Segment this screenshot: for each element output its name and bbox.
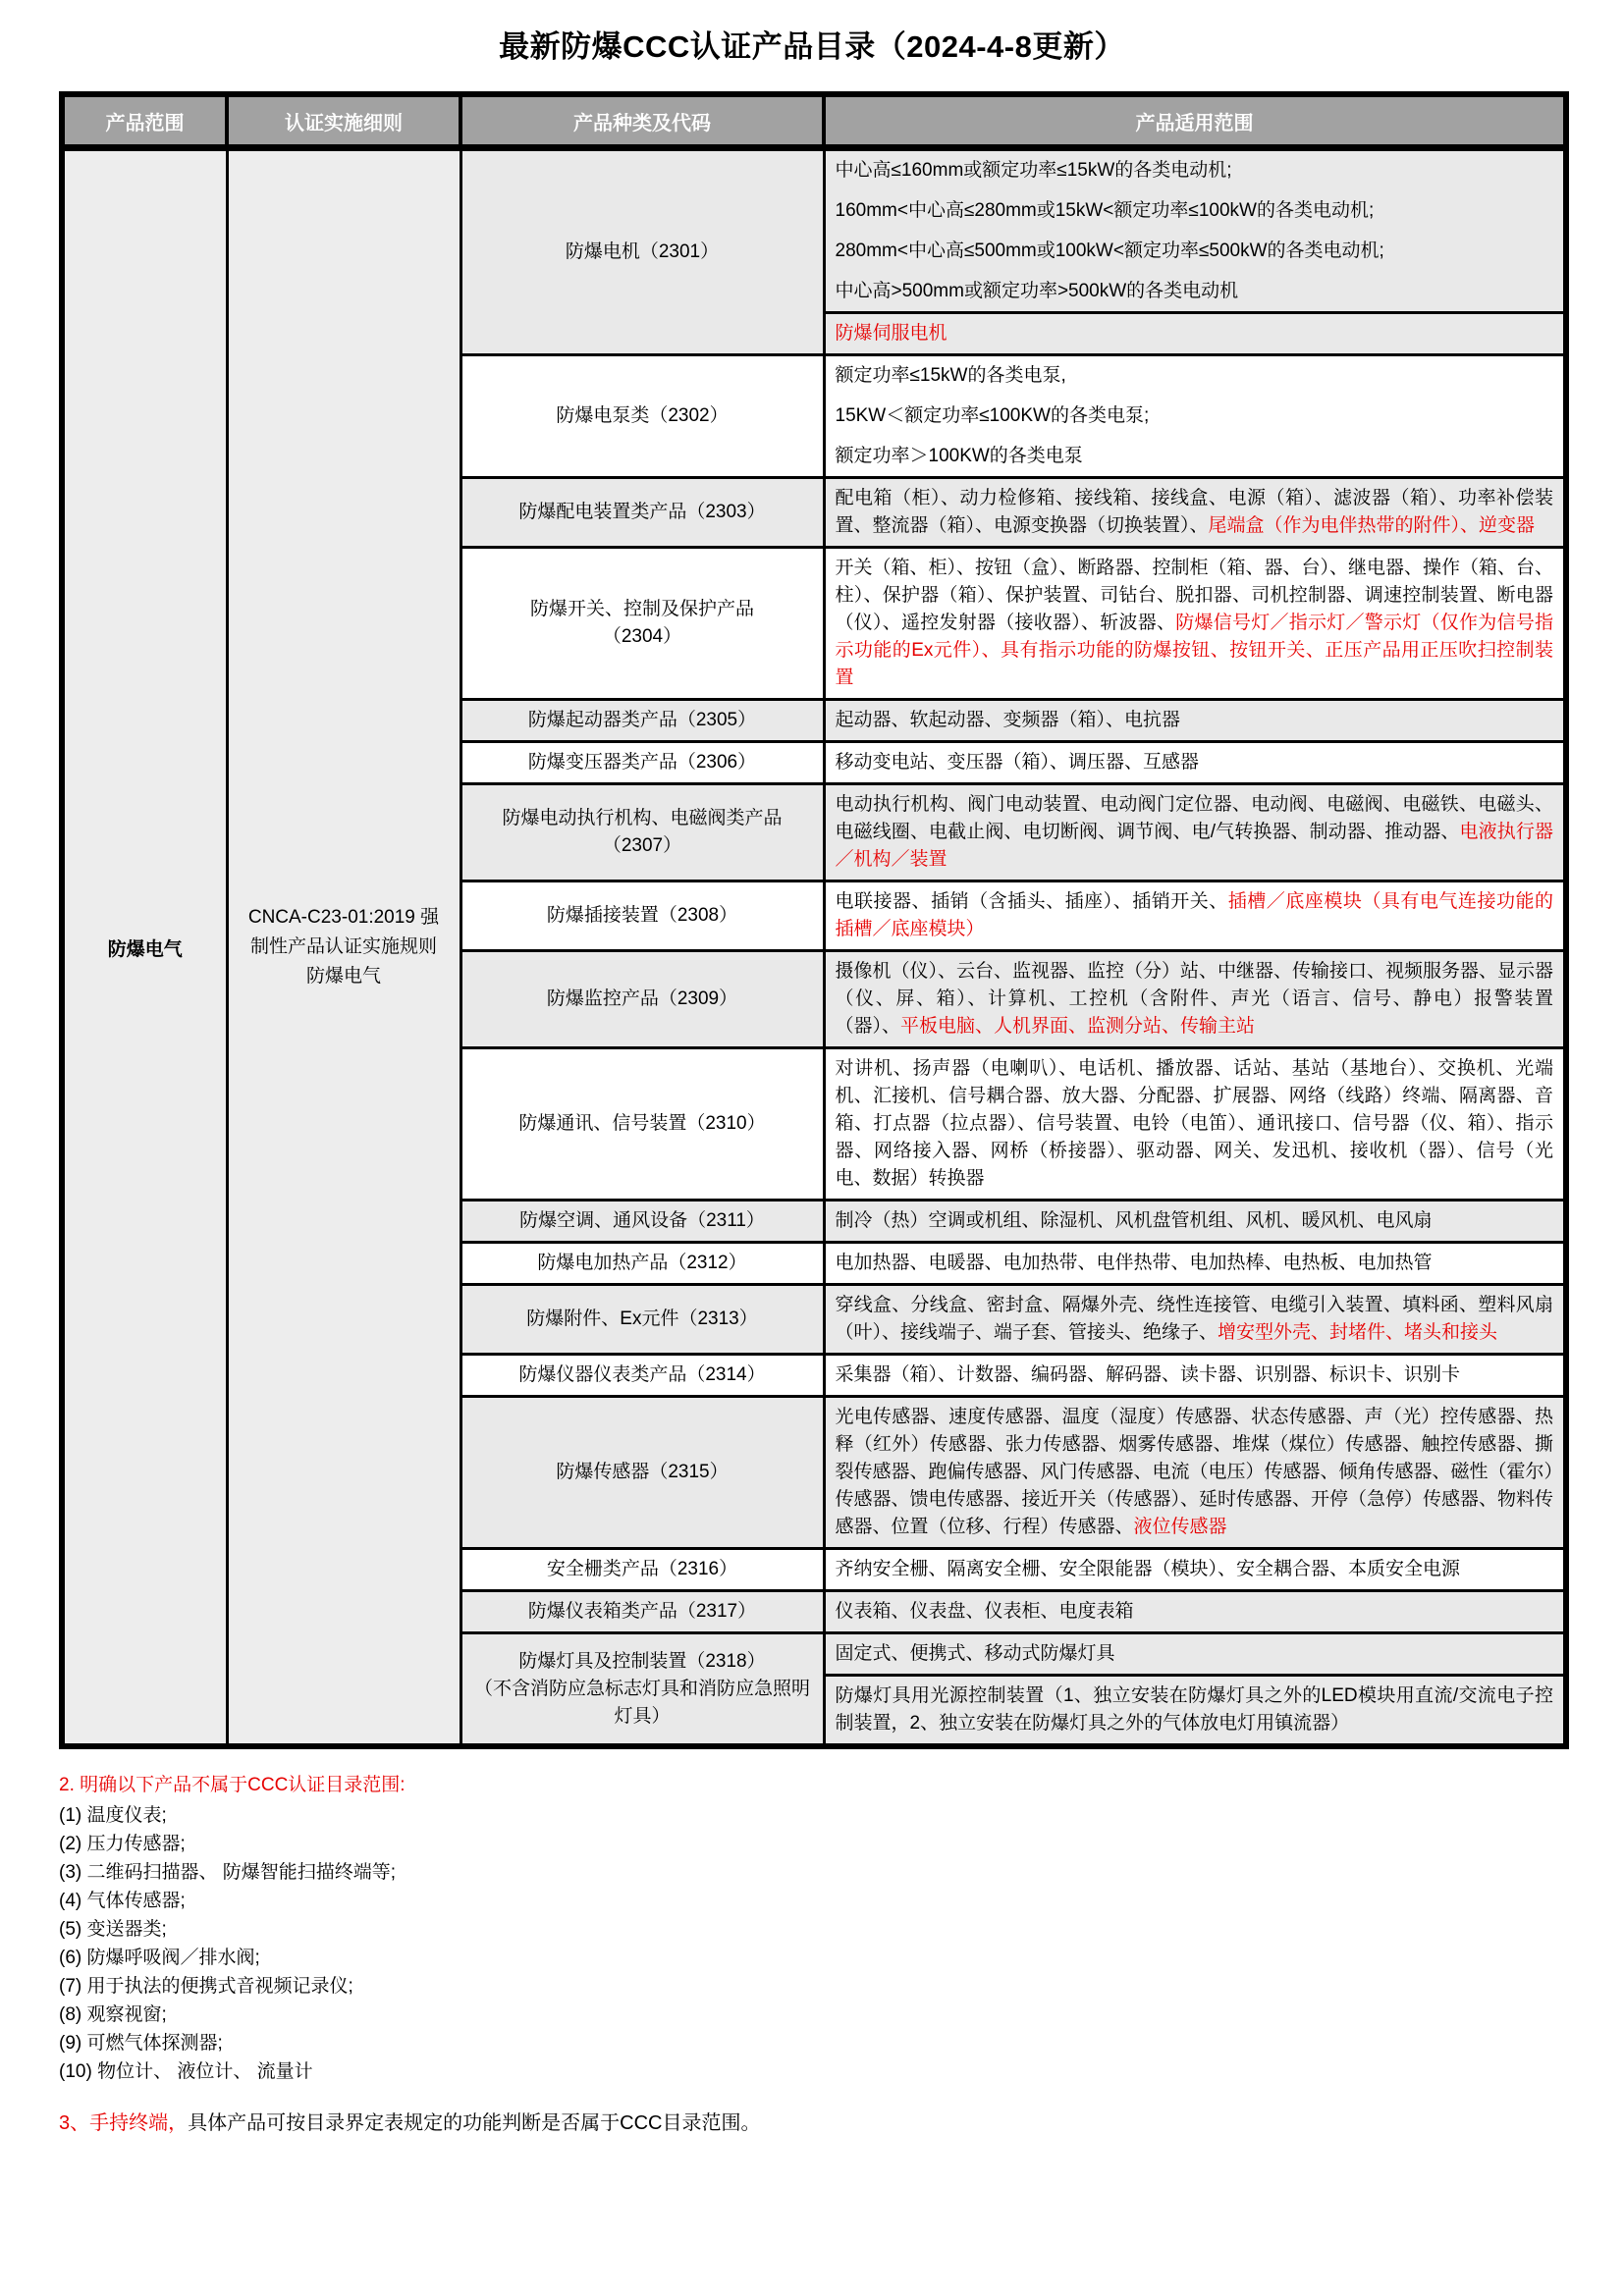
note-2-item: (8) 观察视窗;: [59, 2004, 167, 2025]
scope-paragraph: [836, 1362, 1554, 1389]
scope-text: 齐纳安全栅、隔离安全栅、安全限能器（模块）、安全耦合器、本质安全电源: [835, 1559, 1461, 1579]
header-row: [62, 94, 1566, 148]
product-table-body: [62, 148, 1566, 1747]
scope-paragraph: [836, 1250, 1554, 1277]
product-label-cell: [460, 1355, 824, 1397]
product-label-cell: [460, 881, 824, 951]
scope-paragraph: [836, 1598, 1554, 1626]
note-2-item: (5) 变送器类;: [59, 1919, 167, 1940]
product-scope-range-cell: [824, 1633, 1566, 1676]
scope-paragraph: [836, 1055, 1554, 1193]
scope-text: 穿线盒、分线盒、密封盒、隔爆外壳、绕性连接管、电缆引入装置、填料函、塑料风扇（叶）、接线端子、端子套、管接头、绝缘子、: [835, 1295, 1553, 1343]
implementation-rule-cell: CNCA-C23-01:2019 强制性产品认证实施规则 防爆电气: [227, 148, 460, 1747]
product-label-cell: [460, 784, 824, 881]
scope-text: 摄像机（仪）、云台、监视器、监控（分）站、中继器、传输接口、视频服务器、显示器（仪、屏、箱）、计算机、工控机（含附件、声光（语言、信号、静电）报警装置（器）、: [835, 961, 1554, 1037]
product-label-cell: [460, 1048, 824, 1201]
scope-paragraph: [836, 238, 1554, 265]
product-label-cell: [460, 1591, 824, 1633]
product-scope-range-cell: [824, 478, 1566, 548]
product-scope-range-cell: [824, 784, 1566, 881]
product-scope-range-cell: [824, 1243, 1566, 1285]
scope-paragraph: [836, 197, 1554, 225]
page-title: 最新防爆CCC认证产品目录（2024-4-8更新）: [499, 29, 1125, 64]
notes-section: [59, 1771, 1565, 2138]
product-scope-range-cell: [824, 951, 1566, 1048]
product-scope-range-cell: [824, 700, 1566, 742]
scope-paragraph: [836, 958, 1554, 1041]
scope-text: 额定功率＞100KW的各类电泵: [835, 446, 1083, 466]
scope-text: 对讲机、扬声器（电喇叭）、电话机、播放器、话站、基站（基地台）、交换机、光端机、汇接机、信号耦合器、放大器、分配器、扩展器、网络（线路）终端、隔离器、音箱、打点器（拉点器）、信号装置、电铃（电笛）、通讯接口、信号器（仪、箱）、指示器、网络接入器、网桥（桥接器）、驱动器、网关、发迅机、接收机（器）、信号（光电、数据）转换器: [835, 1058, 1553, 1189]
product-label-cell: [460, 700, 824, 742]
product-label: 防爆插接装置（2308）: [546, 905, 738, 926]
scope-paragraph: [836, 749, 1554, 776]
scope-paragraph: [836, 443, 1554, 470]
product-label: 防爆电加热产品（2312）: [537, 1253, 747, 1273]
scope-text-highlight: 电液执行器／机构／装置: [835, 822, 1553, 870]
scope-paragraph: [836, 1207, 1554, 1235]
product-label-note: （2307）: [602, 835, 682, 856]
scope-paragraph: [836, 1556, 1554, 1583]
note-2-item: (6) 防爆呼吸阀／排水阀;: [59, 1948, 260, 1968]
product-label: 安全栅类产品（2316）: [546, 1559, 738, 1579]
scope-paragraph: [836, 157, 1554, 185]
scope-text: 防爆灯具用光源控制装置（1、独立安装在防爆灯具之外的LED模块用直流/交流电子控制装置，2、独立安装在防爆灯具之外的气体放电灯用镇流器）: [835, 1685, 1553, 1734]
note-3: [59, 2109, 1565, 2138]
scope-paragraph: [836, 485, 1554, 540]
scope-paragraph: [836, 320, 1554, 347]
scope-paragraph: [836, 1682, 1554, 1737]
scope-paragraph: [836, 555, 1554, 692]
product-scope-range-cell: [824, 548, 1566, 700]
product-scope-range-cell: [824, 1201, 1566, 1243]
note-3-highlight: 3、手持终端，: [59, 2112, 189, 2134]
scope-text: 移动变电站、变压器（箱）、调压器、互感器: [835, 752, 1200, 773]
product-scope-cell: 防爆电气: [62, 148, 227, 1747]
scope-text: 光电传感器、速度传感器、温度（湿度）传感器、状态传感器、声（光）控传感器、热释（红外）传感器、张力传感器、烟雾传感器、堆煤（煤位）传感器、触控传感器、撕裂传感器、跑偏传感器、风门传感器、电流（电压）传感器、倾角传感器、磁性（霍尔）传感器、馈电传感器、接近开关（传感器）、延时传感器、开停（急停）传感器、物料传感器、位置（位移、行程）传感器、: [835, 1407, 1554, 1537]
product-scope-range-cell: [824, 1285, 1566, 1355]
product-label: 防爆空调、通风设备（2311）: [519, 1210, 765, 1231]
product-scope-range-cell: [824, 1355, 1566, 1397]
scope-paragraph: [836, 791, 1554, 874]
scope-text-highlight: 平板电脑、人机界面、监测分站、传输主站: [900, 1016, 1256, 1037]
note-2-item: (1) 温度仪表;: [59, 1805, 167, 1826]
scope-text-highlight: 尾端盒（作为电伴热带的附件）、逆变器: [1208, 515, 1536, 536]
scope-text: 中心高≤160mm或额定功率≤15kW的各类电动机;: [835, 160, 1232, 181]
scope-text: 中心高>500mm或额定功率>500kW的各类电动机: [835, 281, 1239, 301]
note-2-item: (3) 二维码扫描器、 防爆智能扫描终端等;: [59, 1862, 397, 1883]
scope-text: 15KW＜额定功率≤100KW的各类电泵;: [835, 405, 1150, 426]
product-label: 防爆电泵类（2302）: [556, 405, 729, 426]
product-scope-range-cell: [824, 1549, 1566, 1591]
scope-text-highlight: 增安型外壳、封堵件、堵头和接头: [1218, 1322, 1498, 1343]
product-catalog-table: [59, 91, 1569, 1749]
product-label-cell: [460, 742, 824, 784]
scope-text: 电加热器、电暖器、电加热带、电伴热带、电加热棒、电热板、电加热管: [835, 1253, 1433, 1273]
product-label: 防爆起动器类产品（2305）: [527, 710, 757, 730]
scope-paragraph: [836, 707, 1554, 734]
scope-text: 额定功率≤15kW的各类电泵,: [835, 365, 1066, 386]
note-3-text: 具体产品可按目录界定表规定的功能判断是否属于CCC目录范围。: [188, 2112, 761, 2134]
product-label: 防爆监控产品（2309）: [546, 988, 738, 1009]
product-label: 防爆配电装置类产品（2303）: [518, 502, 766, 522]
scope-text: 起动器、软起动器、变频器（箱）、电抗器: [835, 710, 1181, 730]
scope-paragraph: [836, 278, 1554, 305]
scope-text: 电动执行机构、阀门电动装置、电动阀门定位器、电动阀、电磁阀、电磁铁、电磁头、电磁线圈、电截止阀、电切断阀、调节阀、电/气转换器、制动器、推动器、: [835, 794, 1553, 842]
note-2-title: 2. 明确以下产品不属于CCC认证目录范围:: [59, 1775, 406, 1795]
header-product-type-code: 产品种类及代码: [460, 94, 824, 148]
header-product-scope: 产品范围: [62, 94, 227, 148]
note-2-item: (2) 压力传感器;: [59, 1834, 186, 1854]
product-scope-range-cell: [824, 881, 1566, 951]
product-scope-range-cell: [824, 1397, 1566, 1549]
product-scope-range-cell: [824, 742, 1566, 784]
scope-text-highlight: 防爆信号灯／指示灯／警示灯（仅作为信号指示功能的Ex元件）、具有指示功能的防爆按钮、按钮开关、正压产品用正压吹扫控制装置: [835, 613, 1553, 688]
scope-text: 采集器（箱）、计数器、编码器、解码器、读卡器、识别器、标识卡、识别卡: [835, 1364, 1461, 1385]
product-label: 防爆附件、Ex元件（2313）: [526, 1308, 758, 1329]
header-implementation-rule: 认证实施细则: [227, 94, 460, 148]
scope-text-highlight: 防爆伺服电机: [835, 323, 947, 344]
product-label: 防爆仪器仪表类产品（2314）: [518, 1364, 766, 1385]
product-label-cell: [460, 148, 824, 355]
product-label-cell: [460, 478, 824, 548]
scope-text: 仪表箱、仪表盘、仪表柜、电度表箱: [835, 1601, 1134, 1622]
note-2-item: (7) 用于执法的便携式音视频记录仪;: [59, 1976, 353, 1997]
product-label: 防爆变压器类产品（2306）: [527, 752, 757, 773]
product-label-note: （2304）: [602, 626, 682, 647]
scope-text: 配电箱（柜）、动力检修箱、接线箱、接线盒、电源（箱）、滤波器（箱）、功率补偿装置、整流器（箱）、电源变换器（切换装置）、: [835, 488, 1553, 536]
header-applicable-range: 产品适用范围: [824, 94, 1566, 148]
product-label-cell: [460, 548, 824, 700]
note-2-item: (10) 物位计、 液位计、 流量计: [59, 2061, 313, 2082]
product-label-cell: [460, 1201, 824, 1243]
product-scope-range-cell: [824, 1676, 1566, 1747]
product-label: 防爆电机（2301）: [565, 241, 720, 262]
product-label: 防爆灯具及控制装置（2318）: [518, 1650, 766, 1672]
product-label-cell: [460, 355, 824, 478]
product-row-2301-1: [62, 148, 1566, 313]
product-label-cell: [460, 1243, 824, 1285]
scope-paragraph: [836, 402, 1554, 430]
product-label: 防爆通讯、信号装置（2310）: [518, 1113, 766, 1134]
product-label-cell: [460, 1633, 824, 1747]
note-2-item: (9) 可燃气体探测器;: [59, 2033, 223, 2054]
scope-text: 280mm<中心高≤500mm或100kW<额定功率≤500kW的各类电动机;: [835, 240, 1384, 261]
product-label-cell: [460, 951, 824, 1048]
scope-text: 制冷（热）空调或机组、除湿机、风机盘管机组、风机、暖风机、电风扇: [835, 1210, 1433, 1231]
product-scope-range-cell: [824, 313, 1566, 355]
scope-text-highlight: 插槽／底座模块（具有电气连接功能的插槽／底座模块）: [835, 891, 1553, 939]
product-label-cell: [460, 1285, 824, 1355]
scope-paragraph: [836, 888, 1554, 943]
scope-text: 电联接器、插销（含插头、插座）、插销开关、: [835, 891, 1228, 912]
note-2-item: (4) 气体传感器;: [59, 1891, 186, 1911]
product-label-cell: [460, 1397, 824, 1549]
product-scope-range-cell: [824, 1048, 1566, 1201]
product-label: 防爆电动执行机构、电磁阀类产品: [502, 808, 783, 828]
note-2-items: [59, 1801, 1565, 2086]
scope-paragraph: [836, 1292, 1554, 1347]
product-scope-range-cell: [824, 1591, 1566, 1633]
product-label: 防爆仪表箱类产品（2317）: [527, 1601, 757, 1622]
scope-text: 固定式、便携式、移动式防爆灯具: [835, 1643, 1115, 1664]
product-label-cell: [460, 1549, 824, 1591]
product-scope-range-cell: [824, 148, 1566, 313]
scope-text: 160mm<中心高≤280mm或15kW<额定功率≤100kW的各类电动机;: [835, 200, 1375, 221]
scope-paragraph: [836, 1404, 1554, 1541]
scope-paragraph: [836, 362, 1554, 390]
product-label: 防爆传感器（2315）: [556, 1462, 729, 1482]
product-scope-range-cell: [824, 355, 1566, 478]
scope-paragraph: [836, 1640, 1554, 1668]
product-label: 防爆开关、控制及保护产品: [529, 599, 754, 619]
product-label-note: （不含消防应急标志灯具和消防应急照明灯具）: [473, 1678, 810, 1727]
scope-text: 开关（箱、柜）、按钮（盒）、断路器、控制柜（箱、器、台）、继电器、操作（箱、台、柱）、保护器（箱）、保护装置、司钻台、脱扣器、司机控制器、调速控制装置、断电器（仪）、遥控发射器（接收器）、斩波器、: [835, 558, 1554, 633]
scope-text-highlight: 液位传感器: [1133, 1517, 1227, 1537]
